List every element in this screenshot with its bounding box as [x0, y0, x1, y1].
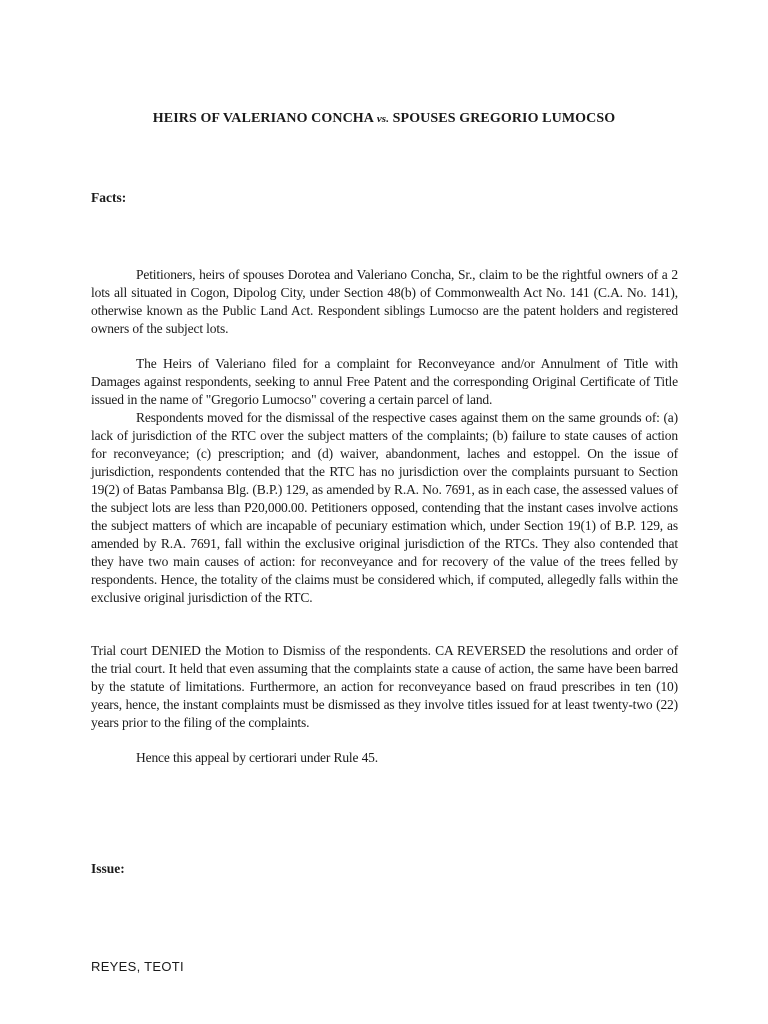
- case-title-respondent: SPOUSES GREGORIO LUMOCSO: [392, 111, 616, 126]
- case-title: [0, 111, 768, 127]
- author-footer: REYES, TEOTI: [91, 959, 184, 974]
- facts-paragraph-5: Hence this appeal by certiorari under Rule 45.: [136, 750, 379, 765]
- facts-paragraph-4: Trial court DENIED the Motion to Dismiss of the respondents. CA REVERSED the resolutions and order of the trial court. It held that even assuming that the complaints state a cause of action, the same have been barred by the statute of limitations. Furthermore, an action for reconveyance based on fraud prescribes in ten (10) years, hence, the instant complaints must be dismissed as they involve titles issued for at least twenty-two (22) years prior to the filing of the complaints.: [91, 643, 678, 730]
- case-title-versus: vs.: [376, 113, 390, 125]
- facts-paragraph-1: Petitioners, heirs of spouses Dorotea and Valeriano Concha, Sr., claim to be the rightful owners of a 2 lots all situated in Cogon, Dipolog City, under Section 48(b) of Commonwealth Act No. 141 (C.A. No. 141), otherwise known as the Public Land Act. Respondent siblings Lumocso are the patent holders and registered owners of the subject lots.: [91, 267, 678, 336]
- facts-paragraph-2: The Heirs of Valeriano filed for a complaint for Reconveyance and/or Annulment of Title with Damages against respondents, seeking to annul Free Patent and the corresponding Original Certificate of Title issued in the name of "Gregorio Lumocso" covering a certain parcel of land.: [91, 356, 678, 407]
- facts-heading: Facts:: [91, 190, 127, 205]
- facts-paragraph-3: Respondents moved for the dismissal of the respective cases against them on the same grounds of: (a) lack of jurisdiction of the RTC over the subject matters of the complaints; (b) failure to state causes of action for reconveyance; (c) prescription; and (d) waiver, abandonment, laches and estoppel. On the issue of jurisdiction, respondents contended that the RTC has no jurisdiction over the complaints pursuant to Section 19(2) of Batas Pambansa Blg. (B.P.) 129, as amended by R.A. No. 7691, as in each case, the assessed values of the subject lots are less than P20,000.00. Petitioners opposed, contending that the instant cases involve actions the subject matters of which are incapable of pecuniary estimation which, under Section 19(1) of B.P. 129, as amended by R.A. 7691, fall within the exclusive original jurisdiction of the RTCs. They also contended that they have two main causes of action: for reconveyance and for recovery of the value of the trees felled by respondents. Hence, the totality of the claims must be considered which, if computed, allegedly falls within the exclusive original jurisdiction of the RTC.: [91, 410, 678, 605]
- issue-heading: Issue:: [91, 861, 125, 876]
- case-title-petitioner: HEIRS OF VALERIANO CONCHA: [152, 111, 374, 126]
